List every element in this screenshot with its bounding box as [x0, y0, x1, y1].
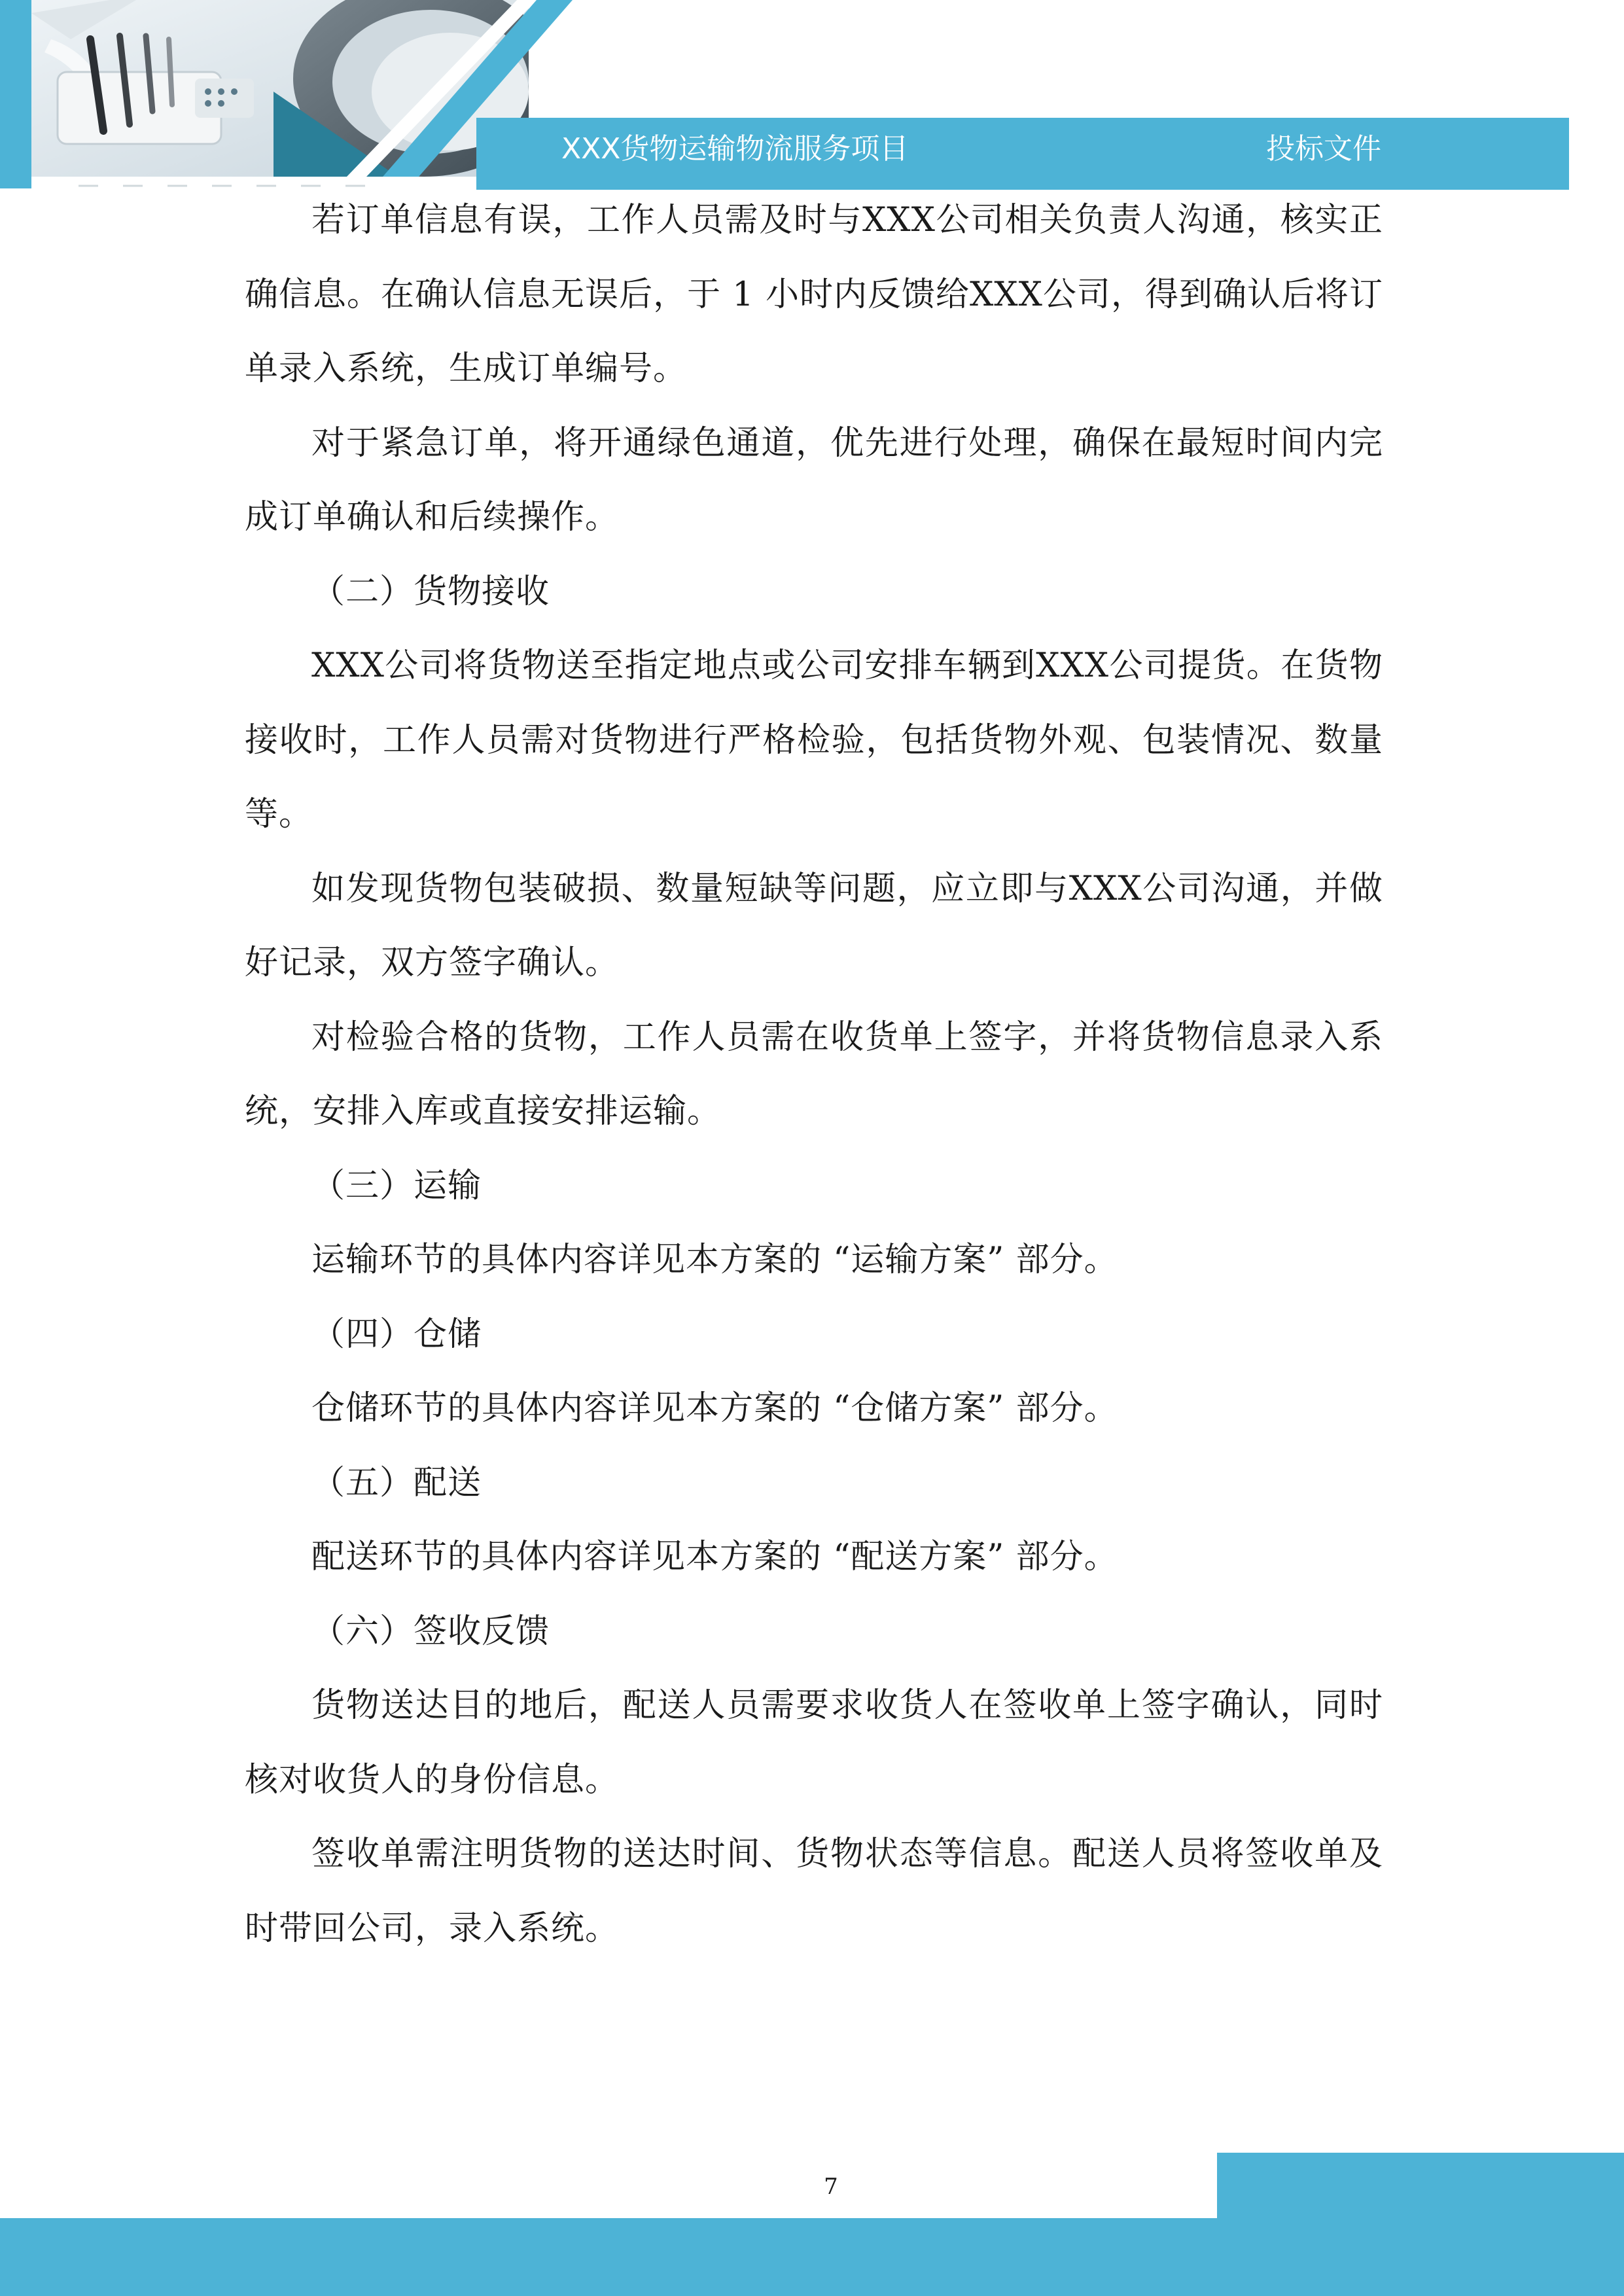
paragraph: 如发现货物包装破损、数量短缺等问题，应立即与XXX公司沟通，并做好记录，双方签字确认。 — [245, 869, 1383, 982]
page-number: 7 — [824, 2174, 838, 2200]
paragraph: 配送环节的具体内容详见本方案的 “配送方案” 部分。 — [311, 1538, 1118, 1576]
document-type-label: 投标文件 — [1266, 132, 1381, 166]
paragraph: 货物送达目的地后，配送人员需要求收货人在签收单上签字确认，同时核对收货人的身份信息。 — [245, 1686, 1383, 1799]
document-body — [245, 183, 1383, 1966]
paragraph: 对检验合格的货物，工作人员需在收货单上签字，并将货物信息录入系统，安排入库或直接安排运输。 — [245, 1017, 1383, 1131]
section-heading: （二）货物接收 — [311, 572, 550, 611]
section-heading: （六）签收反馈 — [311, 1612, 550, 1651]
section-heading: （五）配送 — [311, 1463, 482, 1502]
paragraph: 仓储环节的具体内容详见本方案的 “仓储方案” 部分。 — [311, 1389, 1118, 1428]
section-heading: （四）仓储 — [311, 1315, 482, 1354]
paragraph: 签收单需注明货物的送达时间、货物状态等信息。配送人员将签收单及时带回公司，录入系统。 — [245, 1835, 1383, 1948]
paragraph: XXX公司将货物送至指定地点或公司安排车辆到XXX公司提货。在货物接收时，工作人员需对货物进行严格检验，包括货物外观、包装情况、数量等。 — [245, 646, 1383, 834]
footer-accent-block — [1217, 2153, 1624, 2218]
section-heading: （三）运输 — [311, 1166, 482, 1205]
footer-accent-bar — [0, 2218, 1624, 2296]
paragraph: 若订单信息有误，工作人员需及时与XXX公司相关负责人沟通，核实正确信息。在确认信息无误后，于 1 小时内反馈给XXX公司，得到确认后将订单录入系统，生成订单编号。 — [245, 201, 1383, 388]
paragraph: 运输环节的具体内容详见本方案的 “运输方案” 部分。 — [311, 1241, 1118, 1279]
paragraph: 对于紧急订单，将开通绿色通道，优先进行处理，确保在最短时间内完成订单确认和后续操作。 — [245, 423, 1383, 537]
project-title: XXX货物运输物流服务项目 — [561, 132, 909, 166]
